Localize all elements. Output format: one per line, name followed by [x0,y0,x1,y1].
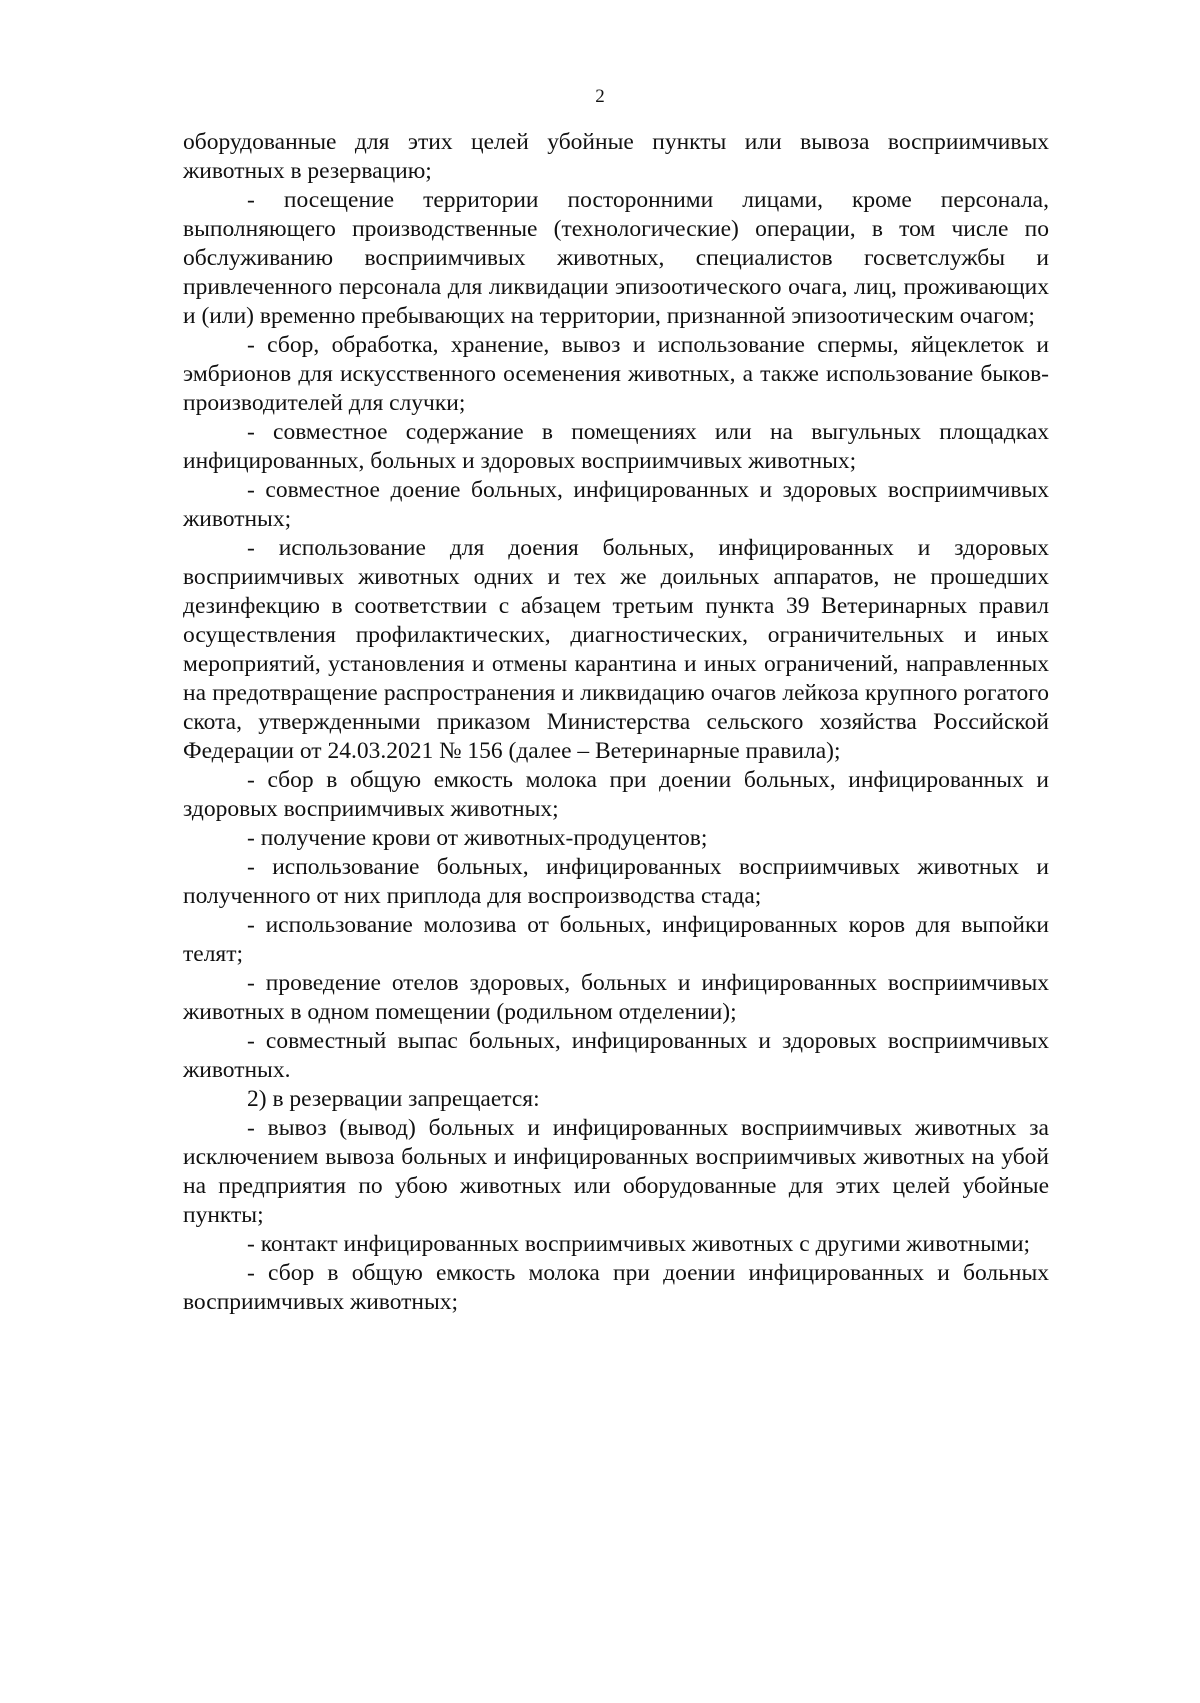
paragraph-joint-grazing: - совместный выпас больных, инфицированных и здоровых восприимчивых животных. [183,1028,1049,1083]
paragraph-colostrum: - использование молозива от больных, инфицированных коров для выпойки телят; [183,912,1049,967]
paragraph-herd-reproduction: - использование больных, инфицированных восприимчивых животных и полученного от них приплода для воспроизводства стада; [183,854,1049,909]
document-body [183,128,1049,1317]
paragraph-calving: - проведение отелов здоровых, больных и инфицированных восприимчивых животных в одном помещении (родильном отделении); [183,970,1049,1025]
paragraph-milk-container: - сбор в общую емкость молока при доении больных, инфицированных и здоровых восприимчивых животных; [183,767,1049,822]
paragraph-reservation-heading: 2) в резервации запрещается: [247,1086,540,1112]
paragraph-continuation: оборудованные для этих целей убойные пункты или вывоза восприимчивых животных в резервацию; [183,129,1049,184]
paragraph-milking-machines: - использование для доения больных, инфицированных и здоровых восприимчивых животных одних и тех же доильных аппаратов, не прошедших дезинфекцию в соответствии с абзацем третьим пункта 39 Ветеринарных правил осуществления профилактических, диагностических, ограничительных и иных мероприятий, установления и отмены карантина и иных ограничений, направленных на предотвращение распространения и ликвидацию очагов лейкоза крупного рогатого скота, утвержденными приказом Министерства сельского хозяйства Российской Федерации от 24.03.2021 № 156 (далее – Ветеринарные правила); [183,535,1049,764]
paragraph-milk-container-reservation: - сбор в общую емкость молока при доении инфицированных и больных восприимчивых животных; [183,1260,1049,1315]
paragraph-blood-collection: - получение крови от животных-продуцентов; [247,825,708,851]
paragraph-joint-housing: - совместное содержание в помещениях или на выгульных площадках инфицированных, больных и здоровых восприимчивых животных; [183,419,1049,474]
paragraph-joint-milking: - совместное доение больных, инфицированных и здоровых восприимчивых животных; [183,477,1049,532]
paragraph-territory-visits: - посещение территории посторонними лицами, кроме персонала, выполняющего производственные (технологические) операции, в том числе по обслуживанию восприимчивых животных, специалистов госветслужбы и привлеченного персонала для ликвидации эпизоотического очага, лиц, проживающих и (или) временно пребывающих на территории, признанной эпизоотическим очагом; [183,187,1049,329]
paragraph-animal-contact: - контакт инфицированных восприимчивых животных с другими животными; [247,1231,1031,1257]
page-number: 2 [595,86,605,107]
paragraph-animal-removal: - вывоз (вывод) больных и инфицированных восприимчивых животных за исключением вывоза больных и инфицированных восприимчивых животных на убой на предприятия по убою животных или оборудованные для этих целей убойные пункты; [183,1115,1049,1228]
paragraph-sperm-collection: - сбор, обработка, хранение, вывоз и использование спермы, яйцеклеток и эмбрионов для искусственного осеменения животных, а также использование быков-производителей для случки; [183,332,1049,416]
